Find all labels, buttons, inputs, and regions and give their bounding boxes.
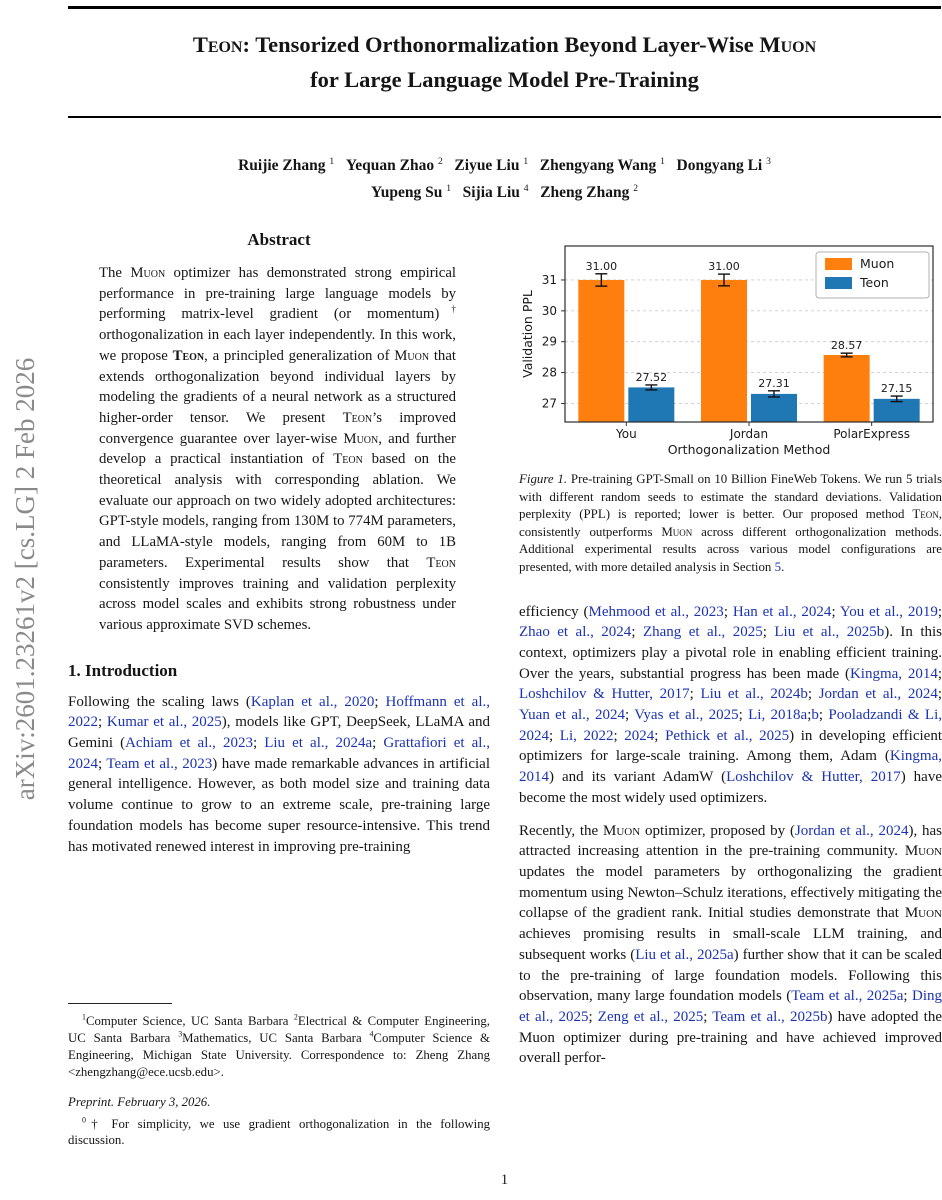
legend-swatch-teon (825, 277, 852, 289)
y-tick-label: 31 (541, 272, 557, 287)
footnote-block (68, 1003, 490, 1149)
x-tick-label: You (615, 427, 637, 441)
y-tick-label: 30 (541, 303, 557, 318)
citation-link[interactable]: Zeng et al., 2025 (597, 1008, 704, 1025)
citation-link[interactable]: Achiam et al., 2023 (125, 735, 253, 752)
bar-muon-jordan (701, 280, 747, 422)
citation-link[interactable]: Liu et al., 2024b (700, 686, 808, 703)
paper-title (68, 27, 941, 97)
figure1-caption: Figure 1. Pre-training GPT-Small on 10 Billion FineWeb Tokens. We run 5 trials with different random seeds to estimate the standard deviations. Validation perplexity (PPL) is reported; lower is better. Our proposed method Teon, consistently outperforms Muon across different orthogonalization methods. Additional experimental results across various model configurations are presented, with more detailed analysis in Section 5. (519, 472, 942, 574)
affiliation-footnote: $^1$Computer Science, UC Santa Barbara $^2$Electrical & Computer Engineering, UC Santa Barbara $^3$Mathematics, UC Santa Barbara $^4$Computer Science & Engineering, Michigan State University. Correspondence to: Zheng Zhang <zhengzhang@ece.ucsb.edu>. (68, 1012, 491, 1079)
arxiv-watermark: arXiv:2601.23261v2 [cs.LG] 2 Feb 2026 (10, 357, 40, 801)
bar-value-label: 27.15 (880, 382, 913, 396)
x-axis-label: Orthogonalization Method (667, 442, 831, 457)
bar-value-label: 31.00 (708, 260, 740, 274)
x-tick-label: Jordan (729, 427, 769, 441)
bar-teon-you (628, 387, 674, 422)
citation-link[interactable]: Han et al., 2024 (732, 603, 832, 620)
y-tick-label: 28 (541, 365, 557, 380)
citation-link[interactable]: Kingma, 2014 (519, 748, 942, 786)
citation-link[interactable]: Zhao et al., 2024 (519, 624, 632, 641)
footnote-rule (68, 1003, 172, 1004)
author-list (68, 152, 941, 206)
dagger-footnote: $^0$† For simplicity, we use gradient orthogonalization in the following discussion. (68, 1115, 490, 1148)
citation-link[interactable]: Kumar et al., 2025 (106, 714, 222, 731)
author-line1: Ruijie Zhang $^1$ Yequan Zhao $^2$ Ziyue Liu $^1$ Zhengyang Wang $^1$ Dongyang Li $^3$ (238, 155, 771, 174)
bar-value-label: 31.00 (585, 259, 618, 273)
section-heading-introduction: 1. Introduction (68, 660, 178, 680)
citation-link[interactable]: 5 (774, 559, 782, 574)
left-column (68, 230, 490, 857)
citation-link[interactable]: Liu et al., 2024a (264, 735, 373, 752)
intro-paragraph: Following the scaling laws (Kaplan et al., 2020; Hoffmann et al., 2022; Kumar et al., 2025), models like GPT, DeepSeek, LLaMA and Gemini (Achiam et al., 2023; Liu et al., 2024a; Grattafiori et al., 2024; Team et al., 2023) have made remarkable advances in artificial general intelligence. However, as both model size and training data volume continue to grow to an extreme scale, pre-training large foundation models has become super resource-intensive. This trend has motivated renewed interest in improving pre-training (68, 693, 490, 855)
citation-link[interactable]: Li, 2018a (748, 707, 808, 724)
legend-label: Muon (860, 256, 895, 271)
citation-link[interactable]: Kaplan et al., 2020 (250, 693, 375, 710)
y-tick-label: 29 (541, 334, 557, 349)
abstract-body: The Muon optimizer has demonstrated strong empirical performance in pre-training large language models by performing matrix-level gradient (or momentum)† orthogonalization in each layer independently. In this work, we propose Teon, a principled generalization of Muon that extends orthogonalization beyond individual layers by modeling the gradients of a neural network as a structured higher-order tensor. We present Teon’s improved convergence guarantee over layer-wise Muon, and further develop a practical instantiation of Teon based on the theoretical analysis with corresponding ablation. We evaluate our approach on two widely adopted architectures: GPT-style models, ranging from 130M to 774M parameters, and LLaMA-style models, ranging from 60M to 1B parameters. Experimental results show that Teon consistently improves training and validation perplexity across model scales and exhibits strong robustness under various approximate SVD schemes. (99, 265, 457, 633)
citation-link[interactable]: Loshchilov & Hutter, 2017 (519, 686, 690, 703)
figure1-bar-chart (519, 240, 942, 462)
citation-link[interactable]: Hoffmann et al., 2022 (68, 693, 490, 731)
paper-title-line2: for Large Language Model Pre-Training (310, 67, 699, 92)
citation-link[interactable]: Zhang et al., 2025 (642, 624, 763, 641)
x-tick-label: PolarExpress (833, 427, 910, 441)
top-rule (68, 6, 941, 9)
citation-link[interactable]: Loshchilov & Hutter, 2017 (726, 769, 901, 786)
bar-value-label: 28.57 (830, 339, 863, 353)
citation-link[interactable]: 2024 (624, 727, 655, 744)
legend-swatch-muon (825, 258, 852, 270)
bar-muon-polarexpress (824, 355, 870, 422)
citation-link[interactable]: Liu et al., 2025a (635, 946, 734, 963)
y-tick-label: 27 (541, 396, 557, 411)
citation-link[interactable]: Team et al., 2025b (712, 1008, 828, 1025)
citation-link[interactable]: Pethick et al., 2025 (665, 727, 790, 744)
abstract-heading: Abstract (247, 230, 311, 249)
citation-link[interactable]: Kingma, 2014 (849, 665, 938, 682)
citation-link[interactable]: Team et al., 2023 (106, 755, 213, 772)
citation-link[interactable]: Ding et al., 2025 (519, 988, 942, 1025)
legend-label: Teon (860, 275, 889, 290)
citation-link[interactable]: Liu et al., 2025b (774, 624, 885, 641)
y-axis-label: Validation PPL (520, 290, 535, 378)
right-paragraph-2: Recently, the Muon optimizer, proposed by (Jordan et al., 2024), has attracted increasing attention in the pre-training community. Muon updates the model parameters by orthogonalizing the gradient momentum using Newton–Schulz iterations, effectively mitigating the collapse of the gradient rank. Initial studies demonstrate that Muon achieves promising results in small-scale LLM training, and subsequent works (Liu et al., 2025a) further show that it can be scaled to the pre-training of large foundation models. Following this observation, many large foundation models (Team et al., 2025a; Ding et al., 2025; Zeng et al., 2025; Team et al., 2025b) have adopted the Muon optimizer during pre-training and have achieved improved overall perfor- (519, 822, 942, 1067)
paper-title-line1: Teon: Tensorized Orthonormalization Beyond Layer-Wise Muon (192, 32, 817, 57)
citation-link[interactable]: Yuan et al., 2024 (519, 707, 626, 724)
citation-link[interactable]: You et al., 2019 (839, 603, 938, 620)
title-rule (68, 116, 941, 118)
citation-link[interactable]: Jordan et al., 2024 (794, 822, 909, 839)
page-number: 1 (500, 1172, 509, 1188)
citation-link[interactable]: Vyas et al., 2025 (634, 707, 739, 724)
bar-value-label: 27.52 (635, 370, 668, 384)
citation-link[interactable]: Pooladzandi & Li, 2024 (519, 707, 942, 744)
citation-link[interactable]: Mehmood et al., 2023 (588, 603, 724, 620)
bar-muon-you (578, 280, 624, 422)
citation-link[interactable]: Grattafiori et al., 2024 (68, 735, 490, 772)
figure-1 (519, 240, 942, 577)
right-paragraph-1: efficiency (Mehmood et al., 2023; Han et al., 2024; You et al., 2019; Zhao et al., 2024; Zhang et al., 2025; Liu et al., 2025b). In this context, optimizers play a pivotal role in enabling efficient training. Over the years, substantial progress has been made (Kingma, 2014; Loshchilov & Hutter, 2017; Liu et al., 2024b; Jordan et al., 2024; Yuan et al., 2024; Vyas et al., 2025; Li, 2018a;b; Pooladzandi & Li, 2024; Li, 2022; 2024; Pethick et al., 2025) in developing efficient optimizers for large-scale training. Among them, Adam (Kingma, 2014) and its variant AdamW (Loshchilov & Hutter, 2017) have become the most widely used optimizers. (519, 603, 942, 806)
bar-teon-jordan (751, 394, 797, 422)
citation-link[interactable]: Team et al., 2025a (791, 988, 904, 1005)
citation-link[interactable]: Li, 2022 (559, 727, 614, 744)
preprint-line: Preprint. February 3, 2026. (68, 1094, 211, 1109)
citation-link[interactable]: b (811, 707, 819, 724)
author-line2: Yupeng Su $^1$ Sijia Liu $^4$ Zheng Zhang $^2$ (370, 182, 639, 201)
bar-value-label: 27.31 (758, 376, 790, 390)
citation-link[interactable]: Jordan et al., 2024 (818, 686, 938, 703)
right-column (519, 240, 942, 1069)
